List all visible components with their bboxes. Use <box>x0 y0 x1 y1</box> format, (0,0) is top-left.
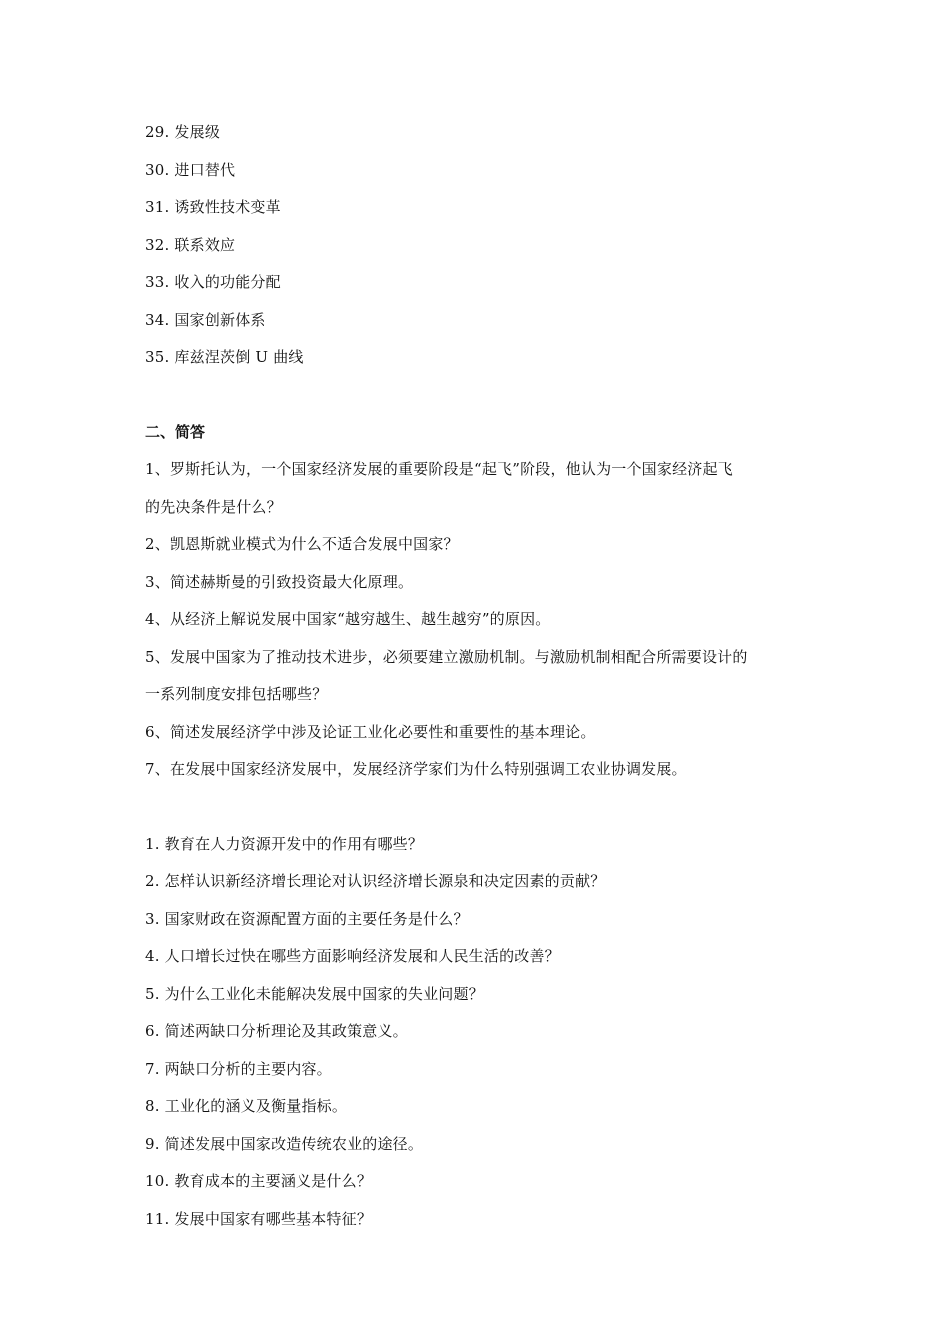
term-item: 35. 库兹涅茨倒 U 曲线 <box>145 348 304 366</box>
question-item: 4、从经济上解说发展中国家“越穷越生、越生越穷”的原因。 <box>145 610 551 628</box>
question-item: 3. 国家财政在资源配置方面的主要任务是什么？ <box>145 909 469 928</box>
term-item: 33. 收入的功能分配 <box>145 273 281 291</box>
question-item: 10. 教育成本的主要涵义是什么？ <box>145 1172 373 1190</box>
question-item: 1. 教育在人力资源开发中的作用有哪些？ <box>145 834 424 853</box>
document-content <box>145 114 825 1238</box>
term-item: 32. 联系效应 <box>145 235 236 254</box>
question-item: 5. 为什么工业化未能解决发展中国家的失业问题？ <box>145 984 484 1003</box>
additional-question-list <box>145 826 825 1239</box>
question-item: 4. 人口增长过快在哪些方面影响经济发展和人民生活的改善？ <box>145 947 560 965</box>
question-item: 6. 简述两缺口分析理论及其政策意义。 <box>145 1022 408 1040</box>
term-item: 31. 诱致性技术变革 <box>145 198 281 216</box>
question-item: 2. 怎样认识新经济增长理论对认识经济增长源泉和决定因素的贡献？ <box>145 872 606 890</box>
question-item: 7、在发展中国家经济发展中，发展经济学家们为什么特别强调工农业协调发展。 <box>145 760 687 778</box>
term-item: 29. 发展级 <box>145 123 221 141</box>
question-item: 3、简述赫斯曼的引致投资最大化原理。 <box>145 572 414 591</box>
term-item: 34. 国家创新体系 <box>145 310 266 329</box>
question-item-continuation: 的先决条件是什么？ <box>145 497 282 516</box>
section-heading: 二、简答 <box>145 422 206 441</box>
question-item: 9. 简述发展中国家改造传统农业的途径。 <box>145 1134 424 1153</box>
question-item: 11. 发展中国家有哪些基本特征？ <box>145 1209 373 1228</box>
question-item: 8. 工业化的涵义及衡量指标。 <box>145 1097 348 1115</box>
question-item: 5、发展中国家为了推动技术进步，必须要建立激励机制。与激励机制相配合所需要设计的 <box>145 647 748 666</box>
term-item: 30. 进口替代 <box>145 160 236 179</box>
spacer <box>145 789 825 826</box>
question-item: 6、简述发展经济学中涉及论证工业化必要性和重要性的基本理论。 <box>145 722 596 741</box>
question-item: 7. 两缺口分析的主要内容。 <box>145 1059 332 1078</box>
terms-list <box>145 114 825 377</box>
short-answer-list <box>145 451 825 789</box>
question-item: 1、罗斯托认为，一个国家经济发展的重要阶段是“起飞”阶段，他认为一个国家经济起飞 <box>145 460 733 478</box>
question-item-continuation: 一系列制度安排包括哪些？ <box>145 685 328 703</box>
question-item: 2、凯恩斯就业模式为什么不适合发展中国家？ <box>145 535 459 553</box>
